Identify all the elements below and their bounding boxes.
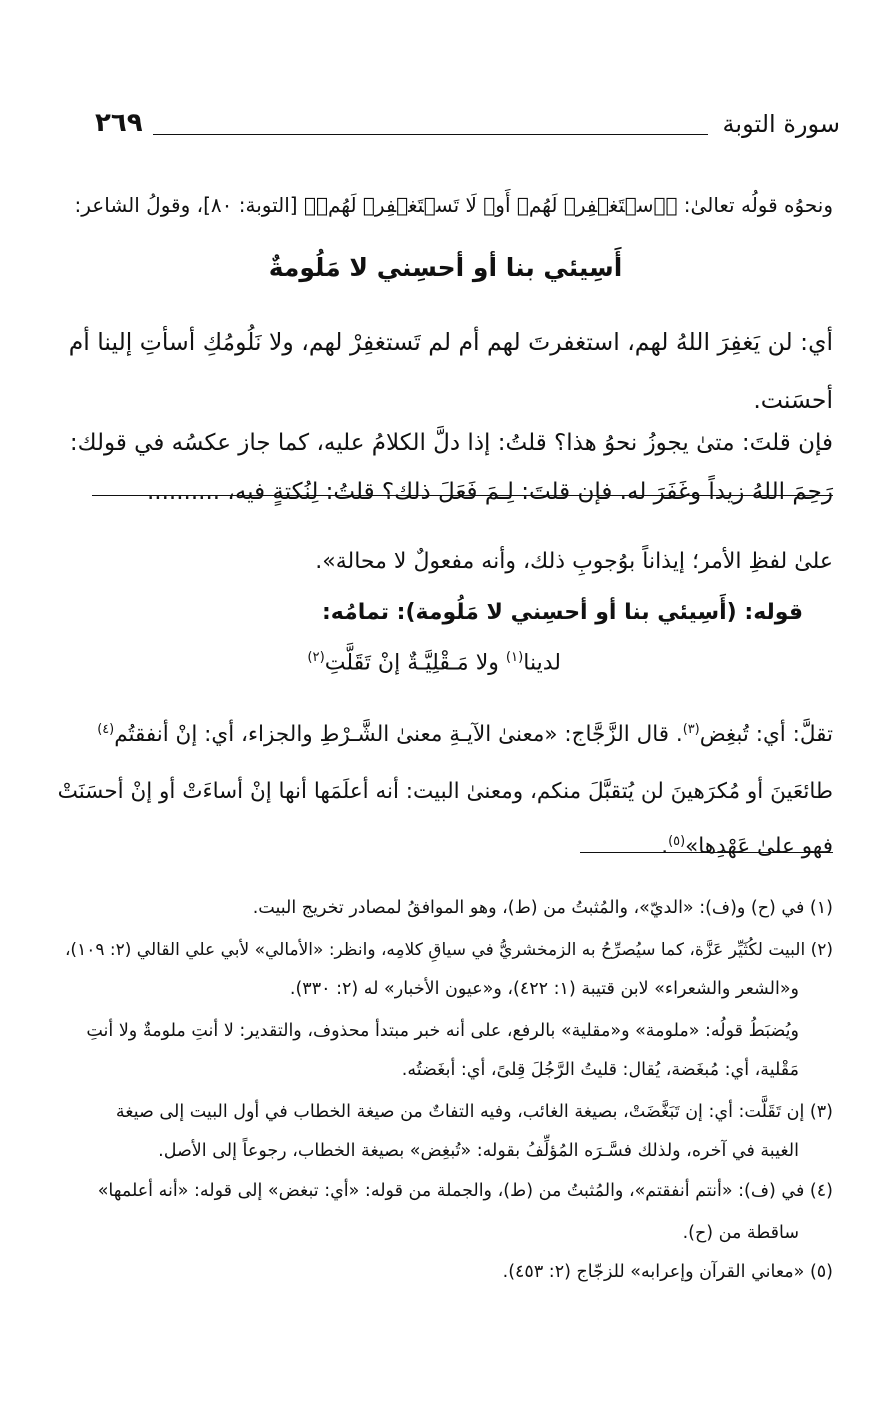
text-commentary-separator	[92, 495, 833, 496]
commentary-line-1: علىٰ لفظِ الأمر؛ إيذاناً بوُجوبِ ذلك، وأنه مفعولٌ لا محالة».	[315, 549, 833, 574]
footnote-2-line-1: (٢) البيت لكُثَيِّر عَزَّة، كما سيُصرِّحُ به الزمخشريُّ في سياقِ كلامِه، وانظر: «الأمالي» لأبي علي القالي (٢: ١٠٩)،	[64, 940, 833, 960]
footnote-3-line-1: (٣) إن تَقَلَّت: أي: إن تَبَغَّضَتْ، بصيغة الغائب، وفيه التفاتٌ من صيغة الخطاب في أول البيت إلى صيغة	[115, 1101, 833, 1122]
footnote-5: (٥) «معاني القرآن وإعرابه» للزجّاج (٢: ٤٥٣).	[502, 1261, 833, 1282]
surah-title: سورة التوبة	[722, 110, 840, 138]
commentary-line-6: فهو علىٰ عَهْدِها»$^{(٥)}$.	[661, 833, 833, 859]
footnote-2-line-2: و«الشعر والشعراء» لابن قتيبة (١: ٤٢٢)، و«عيون الأخبار» له (٢: ٣٣٠).	[289, 978, 799, 999]
page-number: ٢٦٩	[95, 108, 143, 138]
text-line-3: أحسَنت.	[753, 385, 833, 414]
footnote-4-line-2: ساقطة من (ح).	[682, 1222, 799, 1243]
footnote-3-line-2: الغيبة في آخره، ولذلك فسَّـرَه المُؤلِّفُ بقوله: «تُبغِض» بصيغة الخطاب، رجوعاً إلى الأصل.	[158, 1140, 799, 1161]
text-line-1: ونحوُه قولُه تعالىٰ: ﴿ٱسۡتَغۡفِرۡ لَهُمۡ أَوۡ لَا تَسۡتَغۡفِرۡ لَهُمۡ﴾ [التوبة: ٨٠]، وقولُ الشاعر:	[74, 193, 833, 217]
footnote-2-line-4: مَقْلية، أي: مُبغَضة، يُقال: قليتُ الرَّجُلَ قِلىً، أي: أبغَضتُه.	[401, 1059, 799, 1080]
commentary-line-4: تقلَّ: أي: تُبغِض$^{(٣)}$. قال الزَّجَّاج: «معنىٰ الآيـةِ معنىٰ الشَّـرْطِ والجزاء، أي: إنْ أنفقتُم$^{(٤)}$	[97, 721, 833, 747]
commentary-line-5: طائعَينَ أو مُكرَهينَ لن يُتقبَّلَ منكم، ومعنىٰ البيت: أنه أعلَمَها أنها إنْ أساءَتْ أو إنْ أحسَنَتْ	[57, 778, 833, 804]
footnote-4-line-1: (٤) في (ف): «أنتم أنفقتم»، والمُثبتُ من (ط)، والجملة من قوله: «أي: تبغض» إلى قوله: «أنه أعلمها»	[97, 1180, 833, 1201]
text-line-5: رَحِمَ اللهُ زيداً وغَفَرَ له. فإن قلتَ: لِـمَ فَعَلَ ذلك؟ قلتُ: لِنُكتةٍ فيه، ..........	[146, 479, 833, 505]
page-header	[95, 108, 840, 148]
commentary-line-2: قوله: (أَسِيئي بنا أو أحسِني لا مَلُومة): تمامُه:	[321, 600, 803, 625]
footnote-2-line-3: ويُضبَطُ قولُه: «ملومة» و«مقلية» بالرفع، على أنه خبر مبتدأ محذوف، والتقدير: لا أنتِ ملومةٌ ولا أنتِ	[86, 1020, 799, 1041]
text-line-4: فإن قلتَ: متىٰ يجوزُ نحوُ هذا؟ قلتُ: إذا دلَّ الكلامُ عليه، كما جاز عكسُه في قولك:	[69, 430, 833, 456]
verse-heading: أَسِيئي بنا أو أحسِني لا مَلُومةٌ	[268, 253, 623, 282]
commentary-line-3: لدينا$^{(١)}$ ولا مَـقْلِيَّـةٌ إنْ تَقَلَّتِ$^{(٢)}$	[307, 650, 561, 676]
text-line-2: أي: لن يَغفِرَ اللهُ لهم، استغفرتَ لهم أم لم تَستغفِرْ لهم، ولا نَلُومُكِ أسأتِ إلينا أم	[68, 327, 833, 356]
footnote-1: (١) في (ح) و(ف): «الديّ»، والمُثبتُ من (ط)، وهو الموافقُ لمصادر تخريج البيت.	[252, 897, 833, 918]
header-rule	[153, 134, 708, 135]
footnotes-separator	[580, 852, 833, 853]
